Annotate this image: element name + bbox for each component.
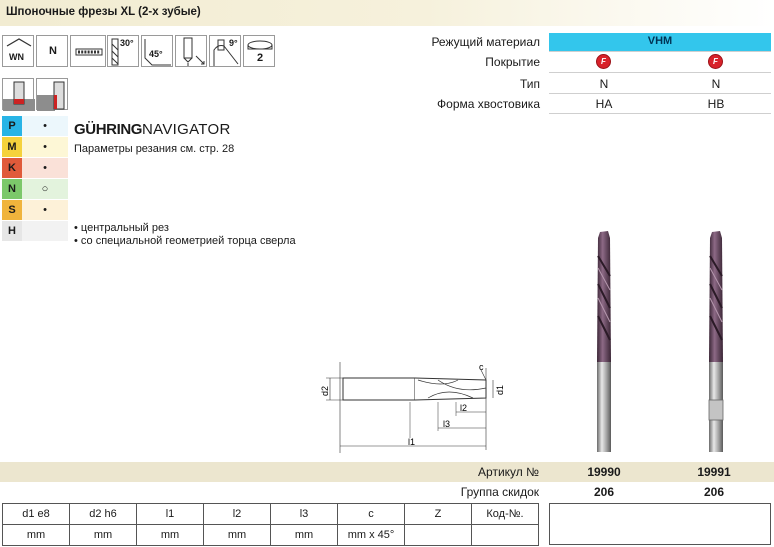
dim-label-d1: d1 [495,384,505,395]
param-unit: mm [70,525,137,546]
brand-logo: GÜHRINGNAVIGATOR [74,121,231,138]
chamfer-icon: 45° [141,35,173,67]
param-unit: mm [137,525,204,546]
material-letter: N [2,179,22,199]
material-row-k [2,158,66,178]
helix-angle-icon: 30° [107,35,139,67]
param-header: Z [405,504,472,525]
material-row-s [2,200,66,220]
param-header: c [338,504,405,525]
material-letter: S [2,200,22,220]
coating-badge: F [596,54,611,69]
discount-group: 206 [703,485,725,499]
material-letter: H [2,221,22,241]
divider [549,93,771,94]
spec-label-material: Режущий материал [431,35,540,49]
order-box [549,503,771,545]
param-header: l1 [137,504,204,525]
page-title: Шпоночные фрезы XL (2-х зубые) [6,6,201,18]
material-suitability: ○ [22,179,68,199]
dim-label-c: c [479,362,484,372]
cutting-params-note: Параметры резания см. стр. 28 [74,143,235,155]
coating-badge: F [708,54,723,69]
cutting-material-value: VHM [647,35,673,47]
ramping-angle-icon: 9° [209,35,241,67]
param-unit [472,525,539,546]
tolerance-icon [70,35,106,67]
shank-value: HA [595,97,613,111]
param-header: d1 e8 [3,504,70,525]
spec-label-shank: Форма хвостовика [437,97,540,111]
material-row-h [2,221,66,241]
material-row-m [2,137,66,157]
param-units-row [3,525,539,546]
param-unit: mm [3,525,70,546]
shank-value: HB [707,97,725,111]
discount-row [0,482,774,502]
material-row-n [2,179,66,199]
type-value: N [711,77,721,91]
param-unit [405,525,472,546]
material-suitability: • [22,116,68,136]
param-table [2,503,539,546]
param-unit: mm [204,525,271,546]
dim-label-l3: l3 [443,419,451,429]
material-letter: P [2,116,22,136]
title-bar [0,0,774,26]
side-milling-icon [36,78,68,110]
param-header: d2 h6 [70,504,137,525]
param-unit: mm x 45° [338,525,405,546]
feature-item: • центральный рез [74,222,169,234]
type-n-icon: N [36,35,68,67]
spec-label-coating: Покрытие [485,55,540,69]
material-suitability: • [22,158,68,178]
flute-count-icon: 2 [243,35,275,67]
center-cutting-icon [175,35,207,67]
param-header: Код-№. [472,504,539,525]
dim-label-d2: d2 [320,385,330,396]
spec-label-type: Тип [519,77,540,91]
dim-label-l2: l2 [460,403,468,413]
article-number: 19990 [587,465,621,479]
feature-item: • со специальной геометрией торца сверла [74,235,296,247]
material-suitability: • [22,200,68,220]
article-row [0,462,774,482]
material-row-p [2,116,66,136]
tool-image-hb [696,228,736,456]
material-suitability: • [22,137,68,157]
param-header-row [3,504,539,525]
dim-label-l1: l1 [408,437,416,447]
technical-drawing [318,358,518,458]
material-letter: M [2,137,22,157]
param-header: l2 [204,504,271,525]
discount-label: Группа скидок [460,485,539,499]
divider [549,51,771,52]
material-letter: K [2,158,22,178]
article-label: Артикул № [478,465,539,479]
tool-image-ha [584,228,624,456]
param-unit: mm [271,525,338,546]
type-value: N [599,77,609,91]
slotting-icon [2,78,34,110]
material-suitability [22,221,68,241]
divider [549,72,771,73]
discount-group: 206 [593,485,615,499]
din-standard-icon: WN [2,35,34,67]
divider [549,113,771,114]
article-number: 19991 [697,465,731,479]
param-header: l3 [271,504,338,525]
